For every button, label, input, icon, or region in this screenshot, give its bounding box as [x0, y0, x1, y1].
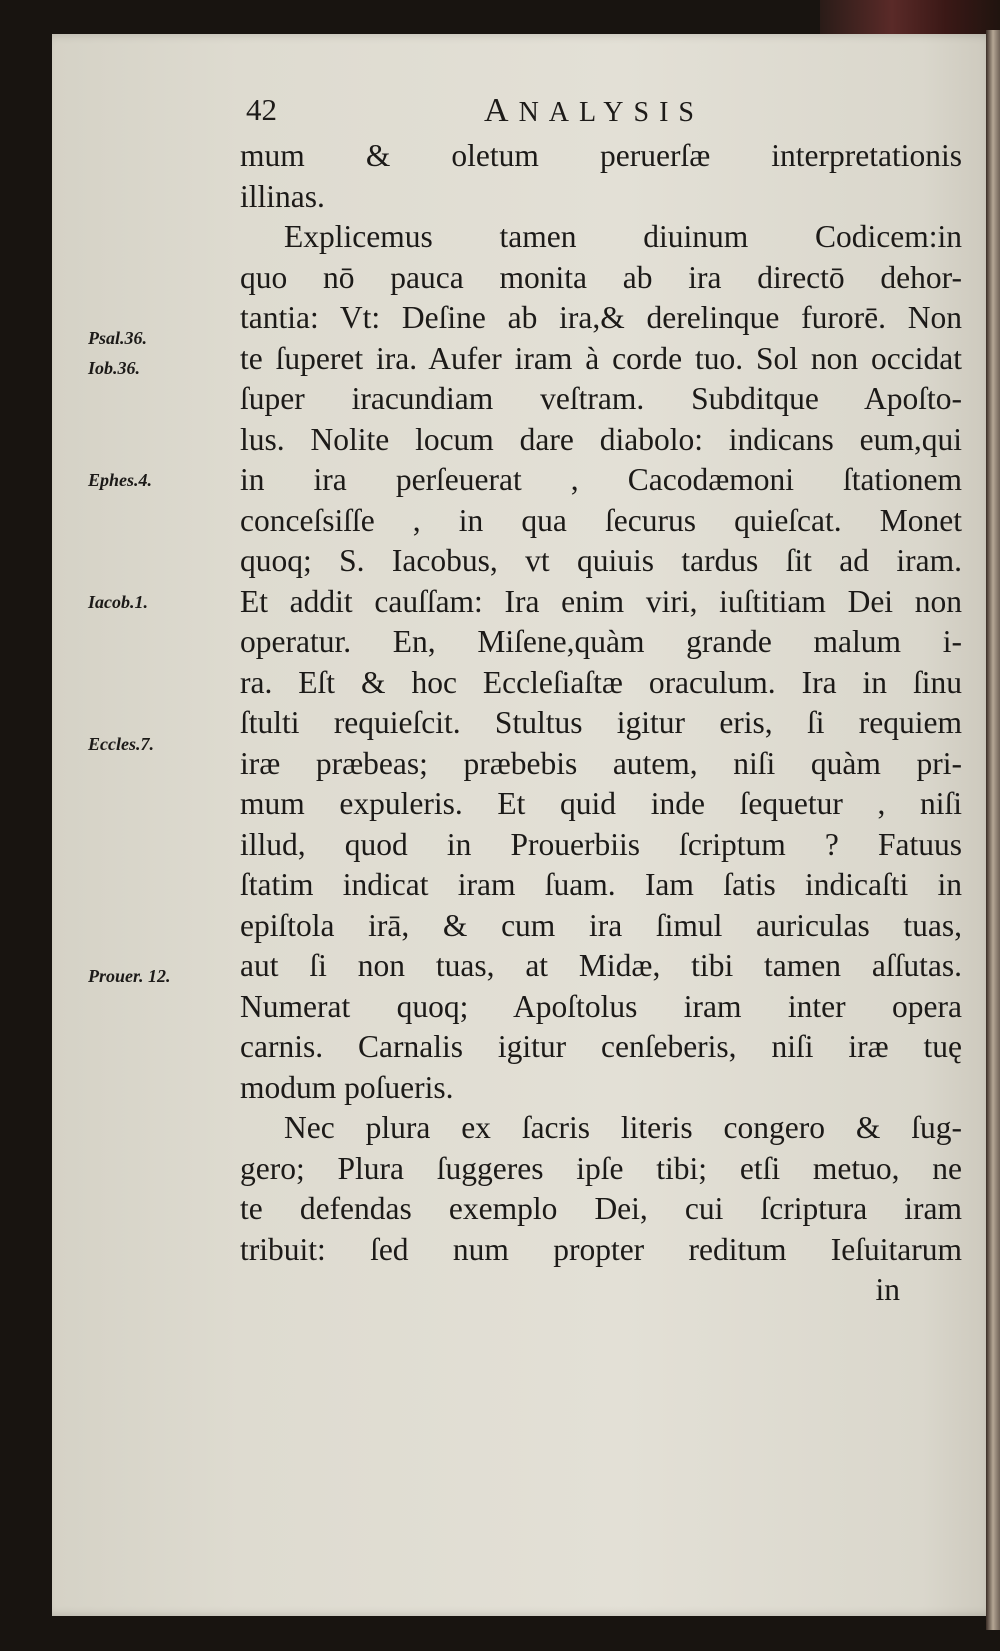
text-line: mum expuleris. Et quid inde ſequetur , niſi [240, 786, 962, 821]
text-line: ſtatim indicat iram ſuam. Iam ſatis indicaſti in [240, 867, 962, 902]
margin-note: Ephes.4. [88, 470, 153, 490]
text-line: te defendas exemplo Dei, cui ſcriptura iram [240, 1191, 962, 1226]
text-line: illinas. [240, 178, 325, 214]
text-line: modum poſueris. [240, 1069, 454, 1105]
body-text [240, 136, 962, 1311]
text-line: epiſtola irā, & cum ira ſimul auriculas tuas, [240, 907, 962, 943]
text-line: aut ſi non tuas, at Midæ, tibi tamen aſſutas. [240, 948, 962, 983]
text-line: ra. Eſt & hoc Eccleſiaſtæ oraculum. Ira in ſinu [240, 664, 962, 700]
text-line: Explicemus tamen diuinum Codicem:in [284, 219, 962, 254]
text-line: in ira perſeuerat , Cacodæmoni ſtationem [240, 462, 962, 497]
text-line: operatur. En, Miſene,quàm grande malum i- [240, 624, 962, 659]
text-line: illud, quod in Prouerbiis ſcriptum ? Fatuus [240, 826, 962, 862]
margin-note: Iob.36. [88, 358, 141, 378]
text-line: Nec plura ex ſacris literis congero & ſug- [284, 1110, 962, 1145]
text-line: carnis. Carnalis igitur cenſeberis, niſi iræ tuę [240, 1029, 962, 1064]
text-line: quo nō pauca monita ab ira directō dehor- [240, 259, 962, 295]
margin-note: Eccles.7. [88, 734, 154, 754]
text-line: Et addit cauſſam: Ira enim viri, iuſtitiam Dei non [240, 583, 962, 619]
catchword: in [875, 1272, 900, 1307]
margin-note: Prouer. 12. [88, 966, 171, 986]
margin-note: Iacob.1. [88, 592, 148, 612]
text-line: Numerat quoq; Apoſtolus iram inter opera [240, 988, 962, 1024]
running-header [246, 92, 946, 132]
text-line: ſuper iracundiam veſtram. Subditque Apoſto- [240, 381, 962, 416]
page-edge-right [986, 30, 1000, 1630]
text-line: te ſuperet ira. Aufer iram à corde tuo. Sol non occidat [240, 340, 962, 376]
margin-note: Psal.36. [88, 328, 148, 348]
running-title [484, 92, 704, 130]
text-line: tantia: Vt: Deſine ab ira,& derelinque furorē. Non [240, 300, 962, 335]
text-line: ſtulti requieſcit. Stultus igitur eris, ſi requiem [240, 705, 962, 740]
running-title-rest: NALYSIS [518, 97, 704, 128]
text-line: mum & oletum peruerſæ interpretationis [240, 138, 962, 173]
text-line: tribuit: ſed num propter reditum Ieſuitarum [240, 1231, 962, 1267]
margin-notes [0, 0, 220, 1651]
running-title-initial: A [484, 92, 519, 129]
text-line: gero; Plura ſuggeres ipſe tibi; etſi metuo, ne [240, 1150, 962, 1186]
text-line: lus. Nolite locum dare diabolo: indicans eum,qui [240, 421, 962, 457]
text-line: quoq; S. Iacobus, vt quiuis tardus ſit ad iram. [240, 543, 962, 578]
text-line: conceſsiſſe , in qua ſecurus quieſcat. Monet [240, 502, 962, 538]
text-line: iræ præbeas; præbebis autem, niſi quàm pri- [240, 745, 962, 781]
page-number: 42 [246, 92, 277, 127]
